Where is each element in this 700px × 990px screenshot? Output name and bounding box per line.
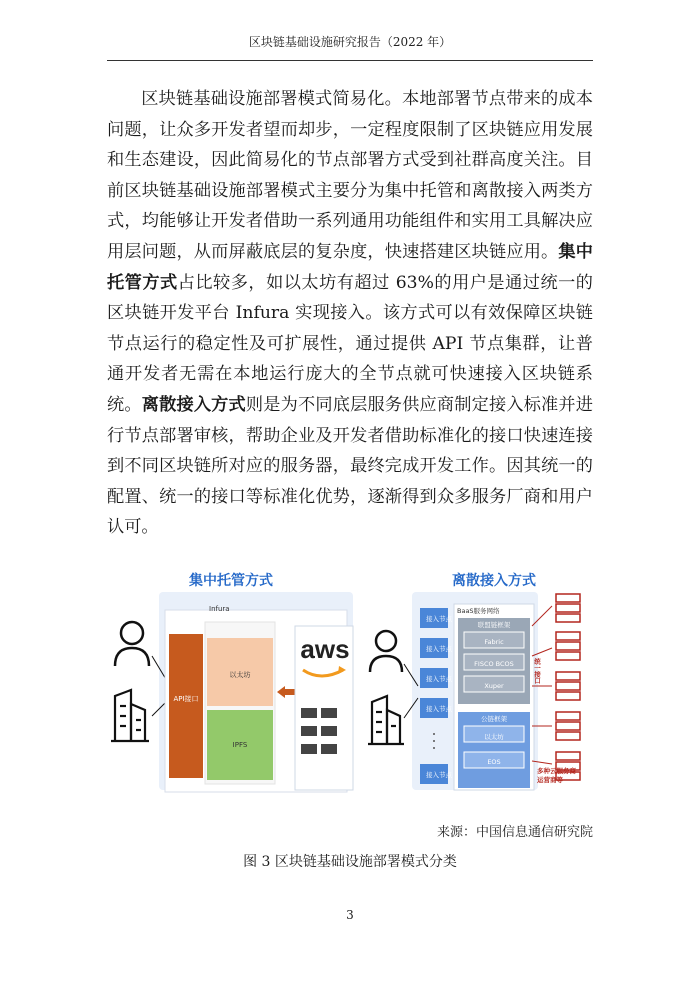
red-arrows	[532, 606, 552, 764]
infura-label: Infura	[209, 605, 230, 613]
building-icon-right	[368, 696, 404, 744]
running-header: 区块链基础设施研究报告（2022 年）	[248, 35, 452, 49]
user-icon	[115, 622, 149, 666]
building-icon	[111, 690, 149, 741]
header-rule	[107, 60, 593, 61]
public-chain-label: 公链框架	[481, 715, 507, 723]
figure-caption: 图 3 区块链基础设施部署模式分类	[243, 854, 457, 870]
access-node-label-4: 接入节点	[426, 705, 452, 713]
server-stacks	[556, 594, 580, 780]
bold-term-centralized: 集中托管方式	[107, 241, 593, 293]
ethereum-label: 以太坊	[229, 671, 251, 679]
bold-term-discrete: 离散接入方式	[141, 394, 246, 415]
right-panel-title: 离散接入方式	[452, 573, 536, 589]
left-panel-title: 集中托管方式	[189, 573, 273, 589]
access-node-label-3: 接入节点	[426, 675, 452, 683]
access-node-label-1: 接入节点	[426, 615, 452, 623]
para-text-2: 占比较多，如以太坊有超过 63%的用户是通过统一的区块链开发平台 Infura 实现接入。该方式可以有效保障区块链节点运行的稳定性及可扩展性，通过提供 API 节点集群，让普通开发者无需在本地运行庞大的全节点就可快速接入区块链系统。	[107, 272, 593, 415]
eth-chain-label: 以太坊	[484, 733, 504, 741]
access-nodes	[420, 608, 448, 784]
figure-source: 来源：中国信息通信研究院	[436, 825, 593, 840]
xuper-label: Xuper	[484, 682, 504, 690]
eos-label: EOS	[487, 758, 501, 766]
access-node-label-2: 接入节点	[426, 645, 452, 653]
para-text-1: 区块链基础设施部署模式简易化。本地部署节点带来的成本问题，让众多开发者望而却步，一定程度限制了区块链应用发展和生态建设，因此简易化的节点部署方式受到社群高度关注。目前区块链基础设施部署模式主要分为集中托管和离散接入两类方式，均能够让开发者借助一系列通用功能组件和实用工具解决应用层问题，从而屏蔽底层的复杂度，快速搭建区块链应用。	[107, 89, 593, 262]
body-paragraph	[107, 84, 593, 543]
baas-label: BaaS服务网络	[457, 607, 500, 615]
fisco-label: FISCO BCOS	[474, 660, 514, 668]
access-node-label-5: 接入节点	[426, 771, 452, 779]
api-interface-label: API接口	[173, 695, 199, 703]
fabric-label: Fabric	[484, 638, 504, 646]
consortium-label: 联盟链框架	[477, 621, 511, 629]
user-icon-right	[370, 631, 402, 672]
page-number: 3	[346, 908, 354, 922]
aws-logo: aws	[300, 634, 350, 664]
ipfs-label: IPFS	[232, 741, 248, 749]
cloud-note: 多种云服务商运营商等	[537, 767, 576, 784]
deployment-mode-figure	[107, 566, 597, 798]
left-panel-diagram	[107, 586, 357, 796]
para-text-3: 则是为不同底层服务供应商制定接入标准并进行节点部署审核，帮助企业及开发者借助标准化的接口快速连接到不同区块链所对应的服务器，最终完成开发工作。因其统一的配置、统一的接口等标准化优势，逐渐得到众多服务厂商和用户认可。	[107, 394, 593, 538]
unified-interface-label: 统一接口	[533, 658, 541, 684]
